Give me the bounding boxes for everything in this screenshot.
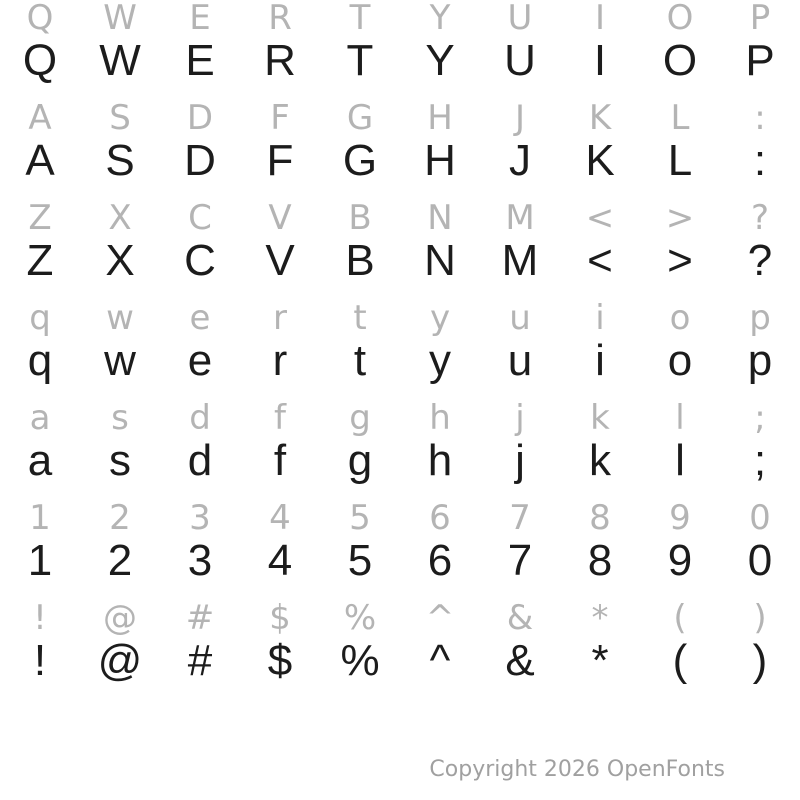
glyph: X xyxy=(105,236,135,285)
ghost-glyph: M xyxy=(505,198,535,238)
glyph: $ xyxy=(267,636,293,685)
ghost-glyph: o xyxy=(669,298,691,338)
ghost-glyph: D xyxy=(186,98,214,138)
ghost-glyph: l xyxy=(675,398,685,438)
glyph: A xyxy=(25,136,55,185)
ghost-glyph: t xyxy=(353,298,367,338)
glyph: ! xyxy=(33,636,47,685)
ghost-glyph: w xyxy=(106,298,134,338)
ghost-glyph: & xyxy=(506,598,534,638)
glyph-line xyxy=(0,436,800,485)
glyph: ) xyxy=(752,636,768,685)
glyph: % xyxy=(340,636,380,685)
glyph: k xyxy=(589,436,611,485)
ghost-glyph: : xyxy=(754,98,766,138)
ghost-glyph: E xyxy=(189,0,211,38)
glyph: Z xyxy=(26,236,54,285)
glyph: P xyxy=(745,36,775,85)
glyph: 9 xyxy=(667,536,693,585)
glyph: q xyxy=(27,336,53,385)
glyph: U xyxy=(504,36,536,85)
glyph: J xyxy=(509,136,531,185)
ghost-glyph: h xyxy=(429,398,451,438)
glyph: 5 xyxy=(347,536,373,585)
glyph: d xyxy=(187,436,213,485)
ghost-glyph: Y xyxy=(429,0,451,38)
ghost-line xyxy=(0,598,800,638)
glyph: S xyxy=(105,136,135,185)
ghost-glyph: > xyxy=(665,198,695,238)
ghost-glyph: I xyxy=(594,0,606,38)
ghost-glyph: H xyxy=(427,98,453,138)
glyph: s xyxy=(109,436,131,485)
glyph: u xyxy=(507,336,533,385)
ghost-glyph: g xyxy=(349,398,371,438)
glyph: & xyxy=(505,636,535,685)
ghost-glyph: 0 xyxy=(749,498,771,538)
glyph: 2 xyxy=(107,536,133,585)
glyph: l xyxy=(675,436,685,485)
ghost-line xyxy=(0,98,800,138)
ghost-glyph: ) xyxy=(753,598,767,638)
glyph: F xyxy=(266,136,294,185)
glyph: > xyxy=(667,236,693,285)
ghost-glyph: % xyxy=(343,598,377,638)
ghost-glyph: ; xyxy=(754,398,766,438)
ghost-line xyxy=(0,198,800,238)
glyph: 1 xyxy=(27,536,53,585)
glyph: R xyxy=(264,36,296,85)
ghost-glyph: G xyxy=(346,98,374,138)
glyph: E xyxy=(185,36,215,85)
glyph: f xyxy=(273,436,287,485)
glyph: 3 xyxy=(187,536,213,585)
glyph: W xyxy=(99,36,141,85)
ghost-glyph: a xyxy=(29,398,51,438)
glyph: * xyxy=(591,636,609,685)
ghost-line xyxy=(0,398,800,438)
glyph: : xyxy=(753,136,767,185)
ghost-glyph: Q xyxy=(26,0,54,38)
glyph: h xyxy=(427,436,453,485)
glyph-block-uppercase-top-row xyxy=(0,0,800,100)
ghost-glyph: A xyxy=(28,98,52,138)
glyph: a xyxy=(27,436,53,485)
glyph: ? xyxy=(747,236,773,285)
glyph: G xyxy=(342,136,378,185)
glyph-block-uppercase-home-row xyxy=(0,100,800,200)
glyph: r xyxy=(272,336,288,385)
ghost-glyph: ^ xyxy=(425,598,455,638)
ghost-glyph: W xyxy=(103,0,137,38)
ghost-line xyxy=(0,0,800,38)
ghost-glyph: 3 xyxy=(189,498,211,538)
glyph: o xyxy=(667,336,693,385)
glyph-line xyxy=(0,536,800,585)
glyph: Q xyxy=(22,36,58,85)
ghost-glyph: r xyxy=(273,298,287,338)
ghost-glyph: Z xyxy=(28,198,52,238)
glyph-block-digits-row xyxy=(0,500,800,600)
glyph: y xyxy=(429,336,451,385)
glyph-block-symbols-row xyxy=(0,600,800,700)
ghost-glyph: V xyxy=(268,198,292,238)
ghost-glyph: d xyxy=(189,398,211,438)
glyph: j xyxy=(515,436,525,485)
ghost-glyph: # xyxy=(185,598,215,638)
ghost-glyph: 5 xyxy=(349,498,371,538)
ghost-glyph: 2 xyxy=(109,498,131,538)
glyph: 6 xyxy=(427,536,453,585)
glyph: ^ xyxy=(429,636,451,685)
glyph: @ xyxy=(97,636,143,685)
ghost-glyph: P xyxy=(749,0,771,38)
glyph: i xyxy=(595,336,605,385)
glyph-line xyxy=(0,636,800,685)
glyph-line xyxy=(0,236,800,285)
glyph: B xyxy=(345,236,375,285)
ghost-glyph: p xyxy=(749,298,771,338)
glyph: D xyxy=(184,136,216,185)
ghost-glyph: F xyxy=(270,98,290,138)
glyph: 7 xyxy=(507,536,533,585)
ghost-glyph: T xyxy=(349,0,371,38)
glyph: K xyxy=(585,136,615,185)
ghost-glyph: C xyxy=(188,198,212,238)
glyph: V xyxy=(265,236,295,285)
ghost-glyph: ? xyxy=(750,198,770,238)
ghost-glyph: u xyxy=(509,298,531,338)
glyph-block-lowercase-home-row xyxy=(0,400,800,500)
ghost-glyph: 7 xyxy=(509,498,531,538)
ghost-glyph: e xyxy=(189,298,211,338)
ghost-glyph: L xyxy=(670,98,690,138)
glyph: t xyxy=(353,336,367,385)
ghost-glyph: N xyxy=(427,198,453,238)
ghost-line xyxy=(0,498,800,538)
glyph: 0 xyxy=(747,536,773,585)
glyph-line xyxy=(0,136,800,185)
copyright-text: Copyright 2026 OpenFonts xyxy=(429,757,725,782)
glyph: ( xyxy=(672,636,688,685)
ghost-glyph: K xyxy=(588,98,612,138)
glyph: Y xyxy=(425,36,455,85)
glyph: e xyxy=(187,336,213,385)
ghost-glyph: U xyxy=(507,0,533,38)
ghost-glyph: j xyxy=(515,398,525,438)
ghost-glyph: B xyxy=(348,198,372,238)
glyph: < xyxy=(587,236,613,285)
glyph-line xyxy=(0,36,800,85)
glyph: T xyxy=(346,36,374,85)
ghost-glyph: @ xyxy=(103,598,137,638)
ghost-line xyxy=(0,298,800,338)
ghost-glyph: 4 xyxy=(269,498,291,538)
ghost-glyph: S xyxy=(109,98,131,138)
glyph: ; xyxy=(753,436,767,485)
ghost-glyph: 8 xyxy=(589,498,611,538)
ghost-glyph: k xyxy=(590,398,610,438)
ghost-glyph: O xyxy=(666,0,694,38)
ghost-glyph: ( xyxy=(673,598,687,638)
ghost-glyph: s xyxy=(111,398,129,438)
glyph: M xyxy=(501,236,539,285)
ghost-glyph: ! xyxy=(33,598,47,638)
glyph: N xyxy=(424,236,456,285)
glyph-block-uppercase-bottom-row xyxy=(0,200,800,300)
ghost-glyph: R xyxy=(268,0,292,38)
glyph: 4 xyxy=(267,536,293,585)
glyph: 8 xyxy=(587,536,613,585)
glyph: H xyxy=(424,136,456,185)
ghost-glyph: < xyxy=(585,198,615,238)
glyph: g xyxy=(347,436,373,485)
glyph: I xyxy=(593,36,607,85)
ghost-glyph: q xyxy=(29,298,51,338)
ghost-glyph: * xyxy=(591,598,609,638)
ghost-glyph: f xyxy=(274,398,286,438)
glyph: O xyxy=(662,36,698,85)
glyph: # xyxy=(187,636,213,685)
glyph: C xyxy=(184,236,216,285)
ghost-glyph: y xyxy=(429,298,451,338)
ghost-glyph: $ xyxy=(269,598,291,638)
ghost-glyph: i xyxy=(595,298,605,338)
ghost-glyph: 6 xyxy=(429,498,451,538)
ghost-glyph: 9 xyxy=(669,498,691,538)
ghost-glyph: X xyxy=(108,198,132,238)
glyph-line xyxy=(0,336,800,385)
glyph-block-lowercase-top-row xyxy=(0,300,800,400)
glyph: L xyxy=(667,136,693,185)
ghost-glyph: J xyxy=(514,98,526,138)
glyph: w xyxy=(104,336,136,385)
glyph: p xyxy=(747,336,773,385)
ghost-glyph: 1 xyxy=(29,498,51,538)
